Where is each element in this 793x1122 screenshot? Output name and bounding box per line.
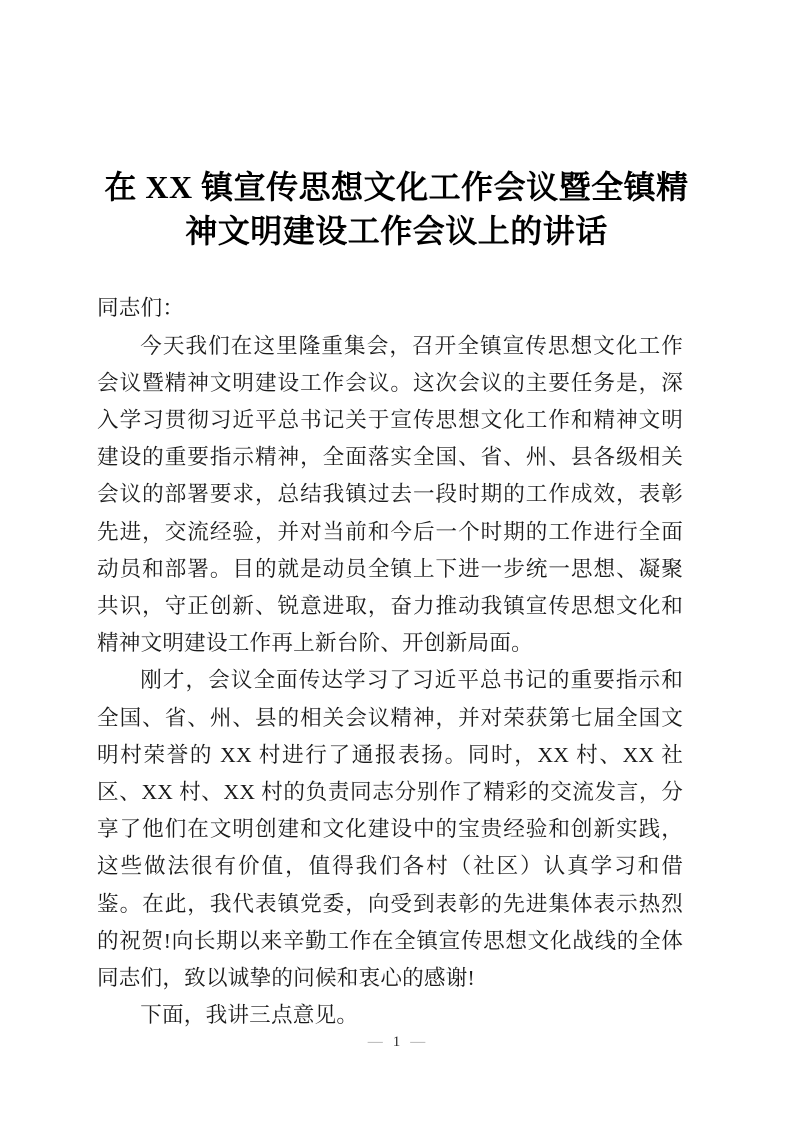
page-footer	[0, 1033, 793, 1051]
page-title-line-1: 在 XX 镇宣传思想文化工作会议暨全镇精	[104, 169, 689, 206]
paragraph-3: 下面，我讲三点意见。	[140, 1003, 359, 1028]
salutation: 同志们：	[97, 296, 185, 321]
page-title	[0, 21, 793, 253]
page-title-line-2: 神文明建设工作会议上的讲话	[185, 213, 608, 250]
paragraph-1: 今天我们在这里隆重集会，召开全镇宣传思想文化工作会议暨精神文明建设工作会议。这次会议的主要任务是，深入学习贯彻习近平总书记关于宣传思想文化工作和精神文明建设的重要指示精神，全面落实全国、省、州、县各级相关会议的部署要求，总结我镇过去一段时期的工作成效，表彰先进，交流经验，并对当前和今后一个时期的工作进行全面动员和部署。目的就是动员全镇上下进一步统一思想、凝聚共识，守正创新、锐意进取，奋力推动我镇宣传思想文化和精神文明建设工作再上新台阶、开创新局面。	[97, 333, 683, 656]
footer-dash-right: —	[410, 1034, 426, 1050]
page-number: 1	[392, 1034, 401, 1050]
footer-dash-left: —	[367, 1034, 383, 1050]
document-body	[97, 290, 683, 1034]
paragraph-2: 刚才，会议全面传达学习了习近平总书记的重要指示和全国、省、州、县的相关会议精神，并对荣获第七届全国文明村荣誉的 XX 村进行了通报表扬。同时，XX 村、XX 社区、XX 村、XX 村的负责同志分别作了精彩的交流发言，分享了他们在文明创建和文化建设中的宝贵经验和创新实践，这些做法很有价值，值得我们各村（社区）认真学习和借鉴。在此，我代表镇党委，向受到表彰的先进集体表示热烈的祝贺!向长期以来辛勤工作在全镇宣传思想文化战线的全体同志们，致以诚挚的问候和衷心的感谢!	[97, 668, 683, 991]
